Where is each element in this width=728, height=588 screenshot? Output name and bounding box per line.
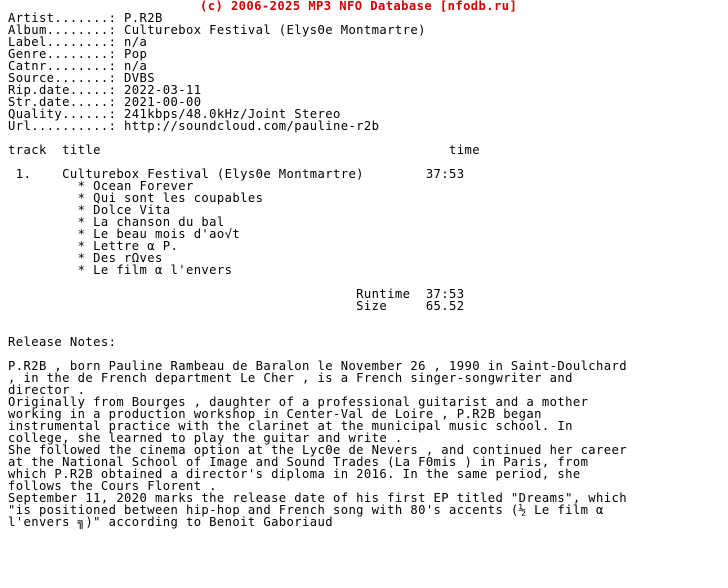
notes-line: September 11, 2020 marks the release date of his first EP titled "Dreams", which: [8, 491, 627, 505]
song-item: * Des rΩves: [8, 251, 163, 265]
release-notes-heading: Release Notes:: [8, 335, 117, 349]
track-row: 1. Culturebox Festival (ElysΘe Montmartre) 37:53: [8, 167, 465, 181]
genre-line: Genre........: Pop: [8, 47, 148, 61]
notes-line: P.R2B , born Pauline Rambeau de Baralon le November 26 , 1990 in Saint-Doulchard: [8, 359, 627, 373]
rip-date-line: Rip.date.....: 2022-03-11: [8, 83, 202, 97]
notes-line: , in the de French department Le Cher , is a French singer-songwriter and: [8, 371, 573, 385]
runtime-line: Runtime 37:53: [8, 287, 465, 301]
notes-line: "is positioned between hip-hop and French song with 80's accents (½ Le film α: [8, 503, 604, 517]
album-line: Album........: Culturebox Festival (ElysΘe Montmartre): [8, 23, 426, 37]
url-line: Url..........: http://soundcloud.com/pauline-r2b: [8, 119, 380, 133]
notes-line: Originally from Bourges , daughter of a professional guitarist and a mother: [8, 395, 589, 409]
song-item: * La chanson du bal: [8, 215, 225, 229]
notes-line: l'envers ╗)" according to Benoit Gaboriaud: [8, 515, 333, 529]
song-item: * Qui sont les coupables: [8, 191, 264, 205]
str-date-line: Str.date.....: 2021-00-00: [8, 95, 202, 109]
quality-line: Quality......: 241kbps/48.0kHz/Joint Stereo: [8, 107, 341, 121]
song-item: * Le film α l'envers: [8, 263, 233, 277]
song-item: * Le beau mois d'ao√t: [8, 227, 241, 241]
label-line: Label........: n/a: [8, 35, 148, 49]
notes-line: instrumental practice with the clarinet at the municipal music school. In: [8, 419, 573, 433]
notes-line: director .: [8, 383, 86, 397]
catnr-line: Catnr........: n/a: [8, 59, 148, 73]
notes-line: working in a production workshop in Center-Val de Loire , P.R2B began: [8, 407, 542, 421]
notes-line: college, she learned to play the guitar and write .: [8, 431, 403, 445]
song-item: * Lettre α P.: [8, 239, 179, 253]
song-item: * Dolce Vita: [8, 203, 171, 217]
artist-line: Artist.......: P.R2B: [8, 11, 163, 25]
tracklist-heading: track title time: [8, 143, 480, 157]
nfodb-banner: (c) 2006-2025 MP3 NFO Database [nfodb.ru]: [200, 0, 518, 13]
notes-line: follows the Cours Florent .: [8, 479, 217, 493]
notes-line: which P.R2B obtained a director's diploma in 2016. In the same period, she: [8, 467, 581, 481]
song-item: * Ocean Forever: [8, 179, 194, 193]
size-line: Size 65.52: [8, 299, 465, 313]
notes-line: She followed the cinema option at the LycΘe de Nevers , and continued her career: [8, 443, 627, 457]
source-line: Source.......: DVBS: [8, 71, 156, 85]
notes-line: at the National School of Image and Sound Trades (La FΘmis ) in Paris, from: [8, 455, 589, 469]
